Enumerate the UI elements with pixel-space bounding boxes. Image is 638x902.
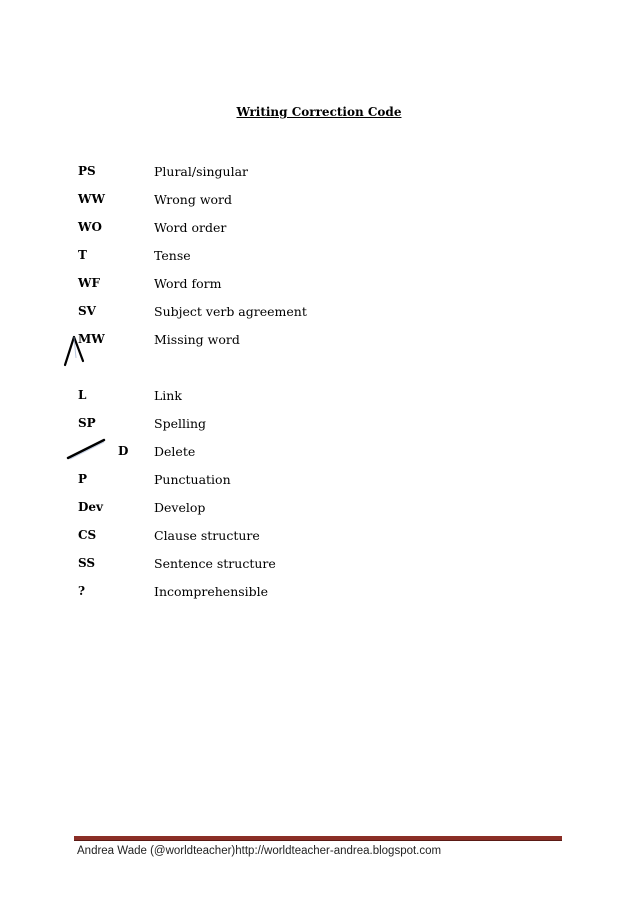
code-meaning: Link (154, 388, 182, 403)
code-label: L (78, 388, 87, 402)
code-row-question (0, 584, 638, 604)
code-label: WW (78, 192, 105, 206)
code-row-wf (0, 276, 638, 296)
code-row-dev (0, 500, 638, 520)
code-meaning: Subject verb agreement (154, 304, 307, 319)
code-label: D (118, 444, 129, 458)
code-label: PS (78, 164, 96, 178)
code-row-mw (0, 332, 638, 352)
code-label: P (78, 472, 88, 486)
code-meaning: Spelling (154, 416, 207, 431)
code-label: CS (78, 528, 97, 542)
code-label: SP (78, 416, 96, 430)
code-row-l (0, 388, 638, 408)
code-row-d (0, 444, 638, 464)
code-meaning: Develop (154, 500, 206, 515)
code-meaning: Punctuation (154, 472, 231, 487)
code-meaning: Delete (154, 444, 196, 459)
code-row-t (0, 248, 638, 268)
code-label: SS (78, 556, 96, 570)
footer-text: Andrea Wade (@worldteacher)http://worldteacher-andrea.blogspot.com (77, 845, 442, 857)
code-row-cs (0, 528, 638, 548)
code-label: T (78, 248, 87, 262)
code-label: WF (78, 276, 100, 290)
code-label: Dev (78, 500, 104, 514)
code-row-wo (0, 220, 638, 240)
code-meaning: Sentence structure (154, 556, 276, 571)
page-title: Writing Correction Code (236, 105, 402, 119)
code-label: ? (78, 584, 86, 598)
code-row-sv (0, 304, 638, 324)
code-meaning: Incomprehensible (154, 584, 269, 599)
code-meaning: Wrong word (154, 192, 233, 207)
code-row-ww (0, 192, 638, 212)
code-meaning: Tense (154, 248, 191, 263)
code-meaning: Plural/singular (154, 164, 249, 179)
code-label: SV (78, 304, 96, 318)
code-meaning: Word order (154, 220, 227, 235)
code-meaning: Clause structure (154, 528, 260, 543)
code-meaning: Word form (154, 276, 222, 291)
code-row-p (0, 472, 638, 492)
code-row-ps (0, 164, 638, 184)
code-label: WO (78, 220, 102, 234)
code-meaning: Missing word (154, 332, 240, 347)
code-row-sp (0, 416, 638, 436)
code-row-ss (0, 556, 638, 576)
footer-rule (74, 836, 562, 841)
code-label: MW (78, 332, 105, 346)
